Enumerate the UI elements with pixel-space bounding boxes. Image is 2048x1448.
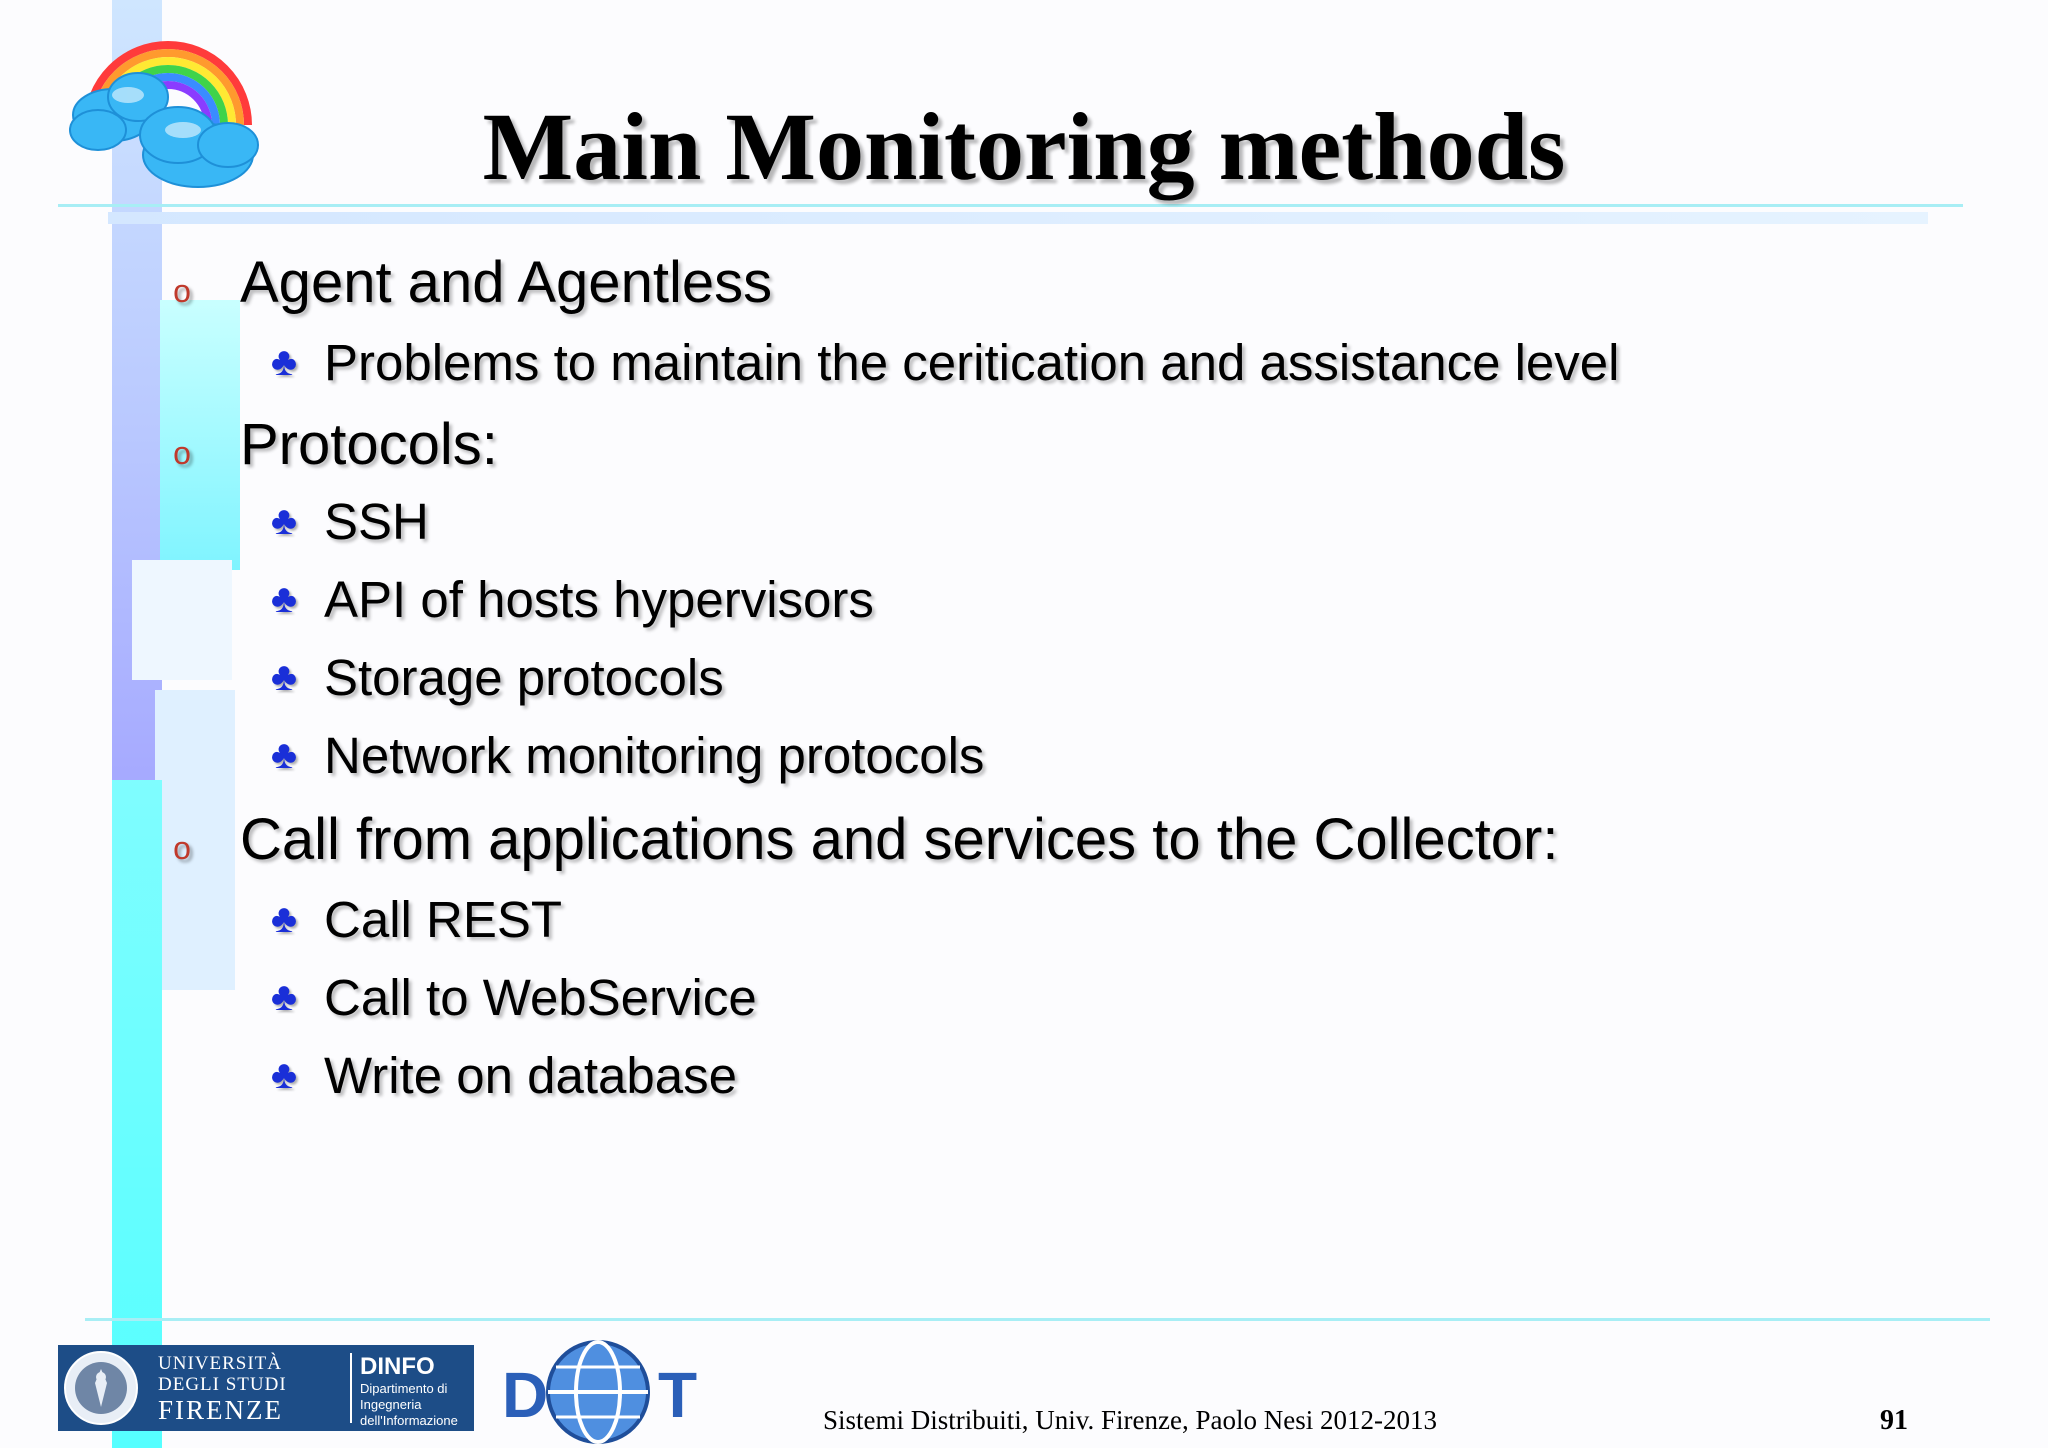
bullet-marker-l1: o xyxy=(173,830,191,866)
university-line: FIRENZE xyxy=(158,1395,283,1425)
sub-bullet-item: SSH xyxy=(324,493,429,550)
club-bullet-icon: ♣ xyxy=(270,733,298,777)
university-seal-icon xyxy=(62,1349,140,1427)
club-bullet-icon: ♣ xyxy=(270,499,298,543)
logo-divider xyxy=(350,1353,352,1423)
club-bullet-icon: ♣ xyxy=(270,975,298,1019)
decorative-side-bar-pale xyxy=(132,560,232,680)
dinfo-logo xyxy=(360,1353,474,1429)
disit-letter: D xyxy=(502,1359,549,1431)
bullet-item: Agent and Agentless xyxy=(240,250,773,315)
page-title: Main Monitoring methods xyxy=(482,93,1566,200)
dinfo-title: DINFO xyxy=(360,1353,435,1380)
bullet-item: Call from applications and services to the Collector: xyxy=(240,807,1559,872)
club-bullet-icon: ♣ xyxy=(270,1053,298,1097)
club-bullet-icon: ♣ xyxy=(270,655,298,699)
sub-bullet-item: API of hosts hypervisors xyxy=(324,571,874,628)
title-divider-line xyxy=(58,204,1963,207)
sub-bullet-item: Write on database xyxy=(324,1047,737,1104)
dinfo-subtitle: Dipartimento di xyxy=(360,1381,448,1396)
bullet-marker-l1: o xyxy=(173,273,191,309)
page-number: 91 xyxy=(1880,1405,1908,1436)
sub-bullet-item: Call to WebService xyxy=(324,969,757,1026)
sub-bullet-item: Network monitoring protocols xyxy=(324,727,985,784)
bullet-marker-l1: o xyxy=(173,435,191,471)
disit-letter: T xyxy=(658,1359,698,1431)
disit-logo xyxy=(500,1335,700,1445)
university-line: DEGLI STUDI xyxy=(158,1374,287,1395)
sub-bullet-item: Problems to maintain the ceritication and assistance level xyxy=(324,334,1620,391)
footer-divider-line xyxy=(85,1318,1990,1321)
sub-bullet-item: Call REST xyxy=(324,891,563,948)
bullet-item: Protocols: xyxy=(240,412,498,477)
footer-text: Sistemi Distribuiti, Univ. Firenze, Paolo Nesi 2012-2013 xyxy=(823,1405,1437,1435)
club-bullet-icon: ♣ xyxy=(270,897,298,941)
university-name xyxy=(158,1353,338,1425)
title-divider-band xyxy=(108,212,1928,224)
sub-bullet-item: Storage protocols xyxy=(324,649,724,706)
club-bullet-icon: ♣ xyxy=(270,340,298,384)
dinfo-subtitle: Ingegneria dell'Informazione xyxy=(360,1397,458,1428)
club-bullet-icon: ♣ xyxy=(270,577,298,621)
university-logo xyxy=(58,1345,474,1431)
university-line: UNIVERSITÀ xyxy=(158,1353,282,1374)
